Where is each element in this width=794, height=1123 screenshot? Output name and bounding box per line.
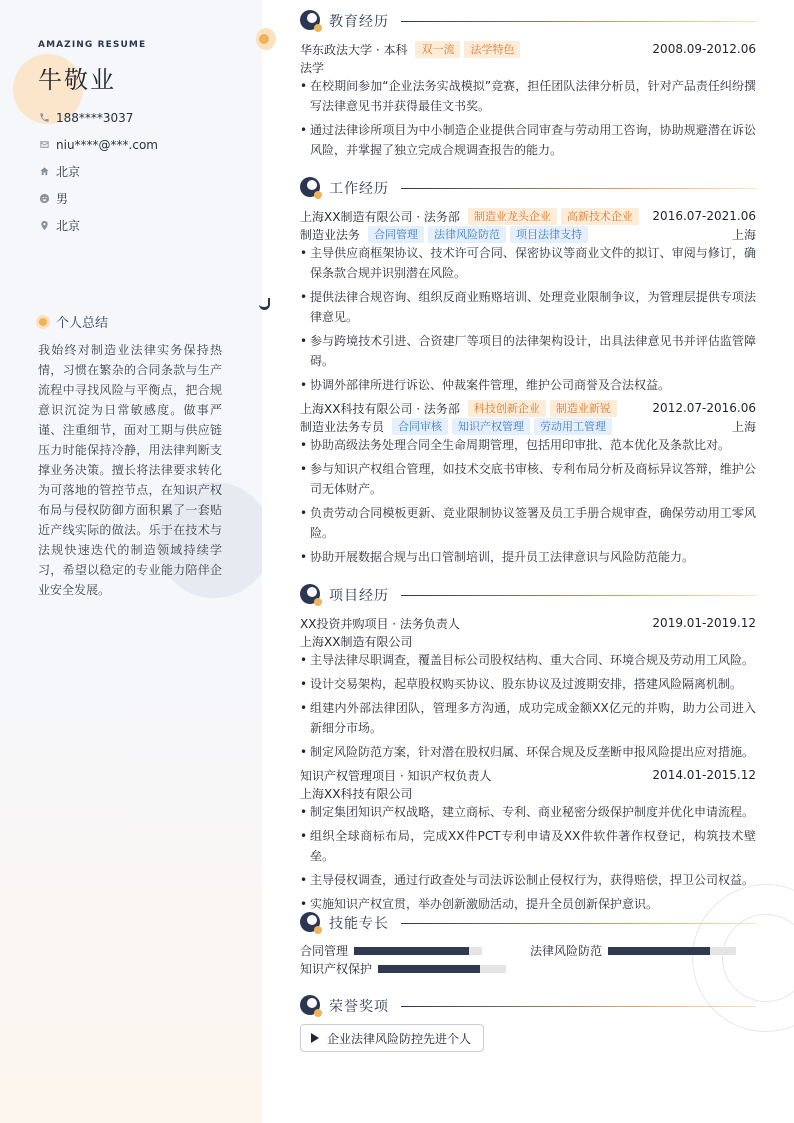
job-position-row <box>300 417 756 435</box>
job-position: 制造业法务 <box>300 227 361 242</box>
list-item: • 设计交易架构，起草股权购买协议、股东协议及过渡期安排，搭建风险隔离机制。 <box>300 674 756 694</box>
list-item: • 在校期间参加“企业法务实战模拟”竞赛，担任团队法律分析员，针对产品责任纠纷撰写法律意见书并获得最佳文书奖。 <box>300 76 756 116</box>
contact-gender <box>38 185 158 212</box>
skills-heading <box>300 912 756 934</box>
project-name-row <box>300 614 756 632</box>
list-item: • 制定风险防范方案，针对潜在股权归属、环保合规及反垄断申报风险提出应对措施。 <box>300 742 756 762</box>
job-position: 制造业法务专员 <box>300 419 385 434</box>
education-heading <box>300 10 756 32</box>
section-icon <box>300 10 322 32</box>
contact-location-value: 北京 <box>56 219 81 233</box>
education-tag: 双一流 <box>415 41 460 58</box>
contact-email <box>38 131 158 158</box>
contact-home-value: 北京 <box>56 165 81 179</box>
education-tag: 法学特色 <box>464 41 520 58</box>
job-position-tag: 项目法律支持 <box>510 226 588 243</box>
skill-bar <box>354 947 482 955</box>
decorative-dot <box>256 28 276 50</box>
job-company: 上海XX科技有限公司 · 法务部 <box>300 401 460 416</box>
education-major-row <box>300 58 756 76</box>
contact-phone <box>38 104 158 131</box>
job-position-tag: 劳动用工管理 <box>534 418 612 435</box>
job-city: 上海 <box>731 227 756 242</box>
project-period: 2019.01-2019.12 <box>652 616 756 630</box>
section-divider <box>401 923 756 924</box>
project-org-row <box>300 632 756 650</box>
job-company-row <box>300 207 756 225</box>
list-item: • 提供法律合规咨询、组织反商业贿赂培训、处理竞业限制争议，为管理层提供专项法律意见。 <box>300 287 756 327</box>
list-item: • 协调外部律所进行诉讼、仲裁案件管理，维护公司商誉及合法权益。 <box>300 375 756 395</box>
contact-phone-value: 188****3037 <box>56 110 134 125</box>
resume-eyebrow: AMAZING RESUME <box>38 40 147 50</box>
list-item: • 主导法律尽职调查，覆盖目标公司股权结构、重大合同、环境合规及劳动用工风险。 <box>300 650 756 670</box>
list-item: • 主导供应商框架协议、技术许可合同、保密协议等商业文件的拟订、审阅与修订，确保条款合规并识别潜在风险。 <box>300 243 756 283</box>
list-item: • 负责劳动合同模板更新、竞业限制协议签署及员工手册合规审查，确保劳动用工零风险。 <box>300 503 756 543</box>
play-triangle-icon <box>311 1033 319 1043</box>
job-city: 上海 <box>731 419 756 434</box>
project-name-row <box>300 766 756 784</box>
job-period: 2016.07-2021.06 <box>652 209 756 223</box>
job-company-row <box>300 399 756 417</box>
project-bullets <box>300 650 756 766</box>
list-item: • 参与知识产权组合管理，如技术交底书审核、专利布局分析及商标异议答辩，维护公司无体财产。 <box>300 459 756 499</box>
job-position-tag: 法律风险防范 <box>428 226 506 243</box>
education-school: 华东政法大学 · 本科 <box>300 42 408 57</box>
project-name: 知识产权管理项目 · 知识产权负责人 <box>300 768 492 783</box>
skill-bar <box>378 965 506 973</box>
list-item: • 实施知识产权宣贯，举办创新激励活动，提升全员创新保护意识。 <box>300 894 756 914</box>
job-position-tag: 合同管理 <box>368 226 424 243</box>
job-position-tag: 知识产权管理 <box>452 418 530 435</box>
job-position-tag: 合同审核 <box>392 418 448 435</box>
job-bullets <box>300 435 756 571</box>
projects-title: 项目经历 <box>329 588 389 604</box>
work-heading <box>300 177 756 199</box>
list-item: • 协助高级法务处理合同全生命周期管理，包括用印审批、范本优化及条款比对。 <box>300 435 756 455</box>
skill-item <box>300 960 506 977</box>
contact-location <box>38 212 158 239</box>
project-bullets <box>300 802 756 918</box>
job-company-tag: 制造业新锐 <box>550 400 617 417</box>
education-period: 2008.09-2012.06 <box>652 42 756 56</box>
list-item: • 制定集团知识产权战略，建立商标、专利、商业秘密分级保护制度并优化申请流程。 <box>300 802 756 822</box>
skill-name: 法律风险防范 <box>530 944 603 958</box>
job-company-tag: 科技创新企业 <box>468 400 546 417</box>
skill-name: 知识产权保护 <box>300 962 373 976</box>
project-name: XX投资并购项目 · 法务负责人 <box>300 616 460 631</box>
contact-gender-value: 男 <box>56 192 69 206</box>
contact-email-value: niu****@***.com <box>56 137 158 152</box>
job-period: 2012.07-2016.06 <box>652 401 756 415</box>
skill-bar-fill <box>608 947 710 955</box>
project-org-row <box>300 784 756 802</box>
section-icon <box>300 177 322 199</box>
work-title: 工作经历 <box>329 181 389 197</box>
sidebar <box>0 0 262 1123</box>
list-item: • 主导侵权调查，通过行政查处与司法诉讼制止侵权行为，获得赔偿，捍卫公司权益。 <box>300 870 756 890</box>
education-title: 教育经历 <box>329 14 389 30</box>
skill-item <box>300 942 482 959</box>
summary-dot-icon <box>36 315 50 329</box>
list-item: • 组织全球商标布局，完成XX件PCT专利申请及XX件软件著作权登记，构筑技术壁垒。 <box>300 826 756 866</box>
award-item <box>300 1024 484 1052</box>
section-icon <box>300 912 322 934</box>
gender-icon <box>38 193 50 205</box>
job-position-row <box>300 225 756 243</box>
list-item: • 组建内外部法律团队，管理多方沟通，成功完成金额XX亿元的并购，助力公司进入新细分市场。 <box>300 698 756 738</box>
skill-bar-fill <box>378 965 480 973</box>
skill-item <box>530 942 736 959</box>
education-school-row <box>300 40 756 58</box>
section-divider <box>401 1006 756 1007</box>
skill-name: 合同管理 <box>300 944 349 958</box>
decorative-crescent <box>259 298 270 310</box>
summary-heading <box>36 312 108 331</box>
summary-title: 个人总结 <box>56 316 109 331</box>
awards-heading <box>300 995 756 1017</box>
home-icon <box>38 166 50 178</box>
projects-heading <box>300 584 756 606</box>
location-pin-icon <box>38 220 50 232</box>
project-org: 上海XX科技有限公司 <box>300 786 413 801</box>
project-period: 2014.01-2015.12 <box>652 768 756 782</box>
job-company-tag: 高新技术企业 <box>561 208 639 225</box>
contact-home <box>38 158 158 185</box>
contact-list <box>38 104 158 239</box>
section-divider <box>401 188 756 189</box>
awards-title: 荣誉奖项 <box>329 999 389 1015</box>
education-bullets <box>300 76 756 164</box>
list-item: • 协助开展数据合规与出口管制培训，提升员工法律意识与风险防范能力。 <box>300 547 756 567</box>
section-divider <box>401 595 756 596</box>
mail-icon <box>38 139 50 151</box>
candidate-name: 牛敬业 <box>38 66 116 94</box>
job-bullets <box>300 243 756 399</box>
list-item: • 通过法律诊所项目为中小制造企业提供合同审查与劳动用工咨询，协助规避潜在诉讼风险，并掌握了独立完成合规调查报告的能力。 <box>300 120 756 160</box>
section-icon <box>300 995 322 1017</box>
list-item: • 参与跨境技术引进、合资建厂等项目的法律架构设计，出具法律意见书并评估监管障碍。 <box>300 331 756 371</box>
job-company-tag: 制造业龙头企业 <box>468 208 557 225</box>
award-name: 企业法律风险防控先进个人 <box>327 1031 472 1046</box>
education-major: 法学 <box>300 60 325 75</box>
section-icon <box>300 584 322 606</box>
project-org: 上海XX制造有限公司 <box>300 634 413 649</box>
phone-icon <box>38 112 50 124</box>
skill-bar <box>608 947 736 955</box>
section-divider <box>401 21 756 22</box>
skill-bar-fill <box>354 947 469 955</box>
summary-text: 我始终对制造业法律实务保持热情，习惯在繁杂的合同条款与生产流程中寻找风险与平衡点，把合规意识沉淀为日常敏感度。做事严谨、注重细节，面对工期与供应链压力时能保持冷静，用法律判断支撑业务决策。擅长将法律要求转化为可落地的管控节点，在知识产权布局与侵权防御方面积累了一套贴近产线实际的做法。乐于在技术与法规快速迭代的制造领域持续学习，希望以稳定的专业能力陪伴企业安全发展。 <box>38 343 222 597</box>
job-company: 上海XX制造有限公司 · 法务部 <box>300 209 460 224</box>
skills-title: 技能专长 <box>329 916 389 932</box>
